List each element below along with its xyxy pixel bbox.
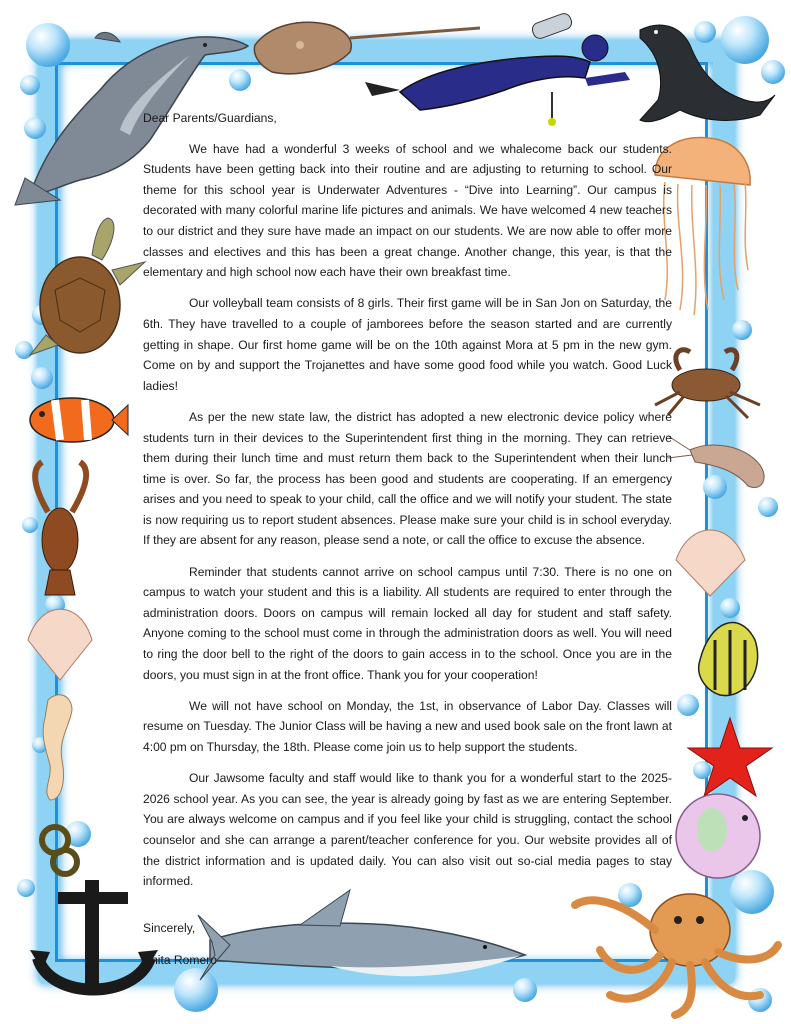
seahorse-icon [43,695,72,800]
paragraph-thank-you: Our Jawsome faculty and staff would like to thank you for a wonderful start to the 2025-2026 school year. As you can see, the year is already going by fast as we are entering September. You are always welcome on campus and if you feel like your child is struggling, contact the school counselor and she can arrange a parent/teacher conference for you. Our website provides all of the district information and is updated daily. You can also visit out so-cial media pages to stay informed. [143,771,672,889]
salutation: Dear Parents/Guardians, [143,111,277,125]
paragraph-welcome: We have had a wonderful 3 weeks of school and we whalecome back our students. Students have been getting back into their routine and are adjusting to returning to school. Our theme for this school year is Underwater Adventures - “Dive into Learning”. Our campus is decorated with many colorful marine life pictures and animals. We have welcomed 4 new teachers to our district and they sure have made an impact on our students. We are now able to offer more classes and electives and this has been a great change. Another change, this year, is that the elementary and high school now each have their own breakfast time. [143,141,672,280]
anchor-icon [30,827,158,990]
starfish-icon [688,718,772,796]
angelfish-icon [699,623,758,696]
paragraph-arrival-reminder: Reminder that students cannot arrive on school campus until 7:30. There is no one on campus to watch your student and this is a liability. All students are required to enter through the administration doors. Doors on campus will remain locked all day for student and staff safety. Anyone coming to the school must come in through the administration doors as well. You will need to ring the door bell to the right of the doors to gain access in to the school. Once you are in the doors, you must sign in at the front office. Thank you for your cooperation! [143,564,672,682]
signature: Anita Romero [143,953,217,968]
paragraph-volleyball: Our volleyball team consists of 8 girls. Their first game will be in San Jon on Saturday, the 6th. They have travelled to a couple of jamborees before the season started and are currently getting in shape. Our first home game will be on the 10th against Mora at 5 pm in the new gym. Come on by and support the Trojanettes and have some good food while you watch. Good Luck ladies! [143,296,672,393]
pufferfish-icon [676,794,760,878]
clownfish-icon [30,398,128,442]
stingray-icon [254,22,480,73]
paragraph-device-policy: As per the new state law, the district has adopted a new electronic device policy where students turn in their devices to the Superintendent first thing in the morning. They can retrieve them during their lunch time and must return them back to the Superintendent when their lunch time is over. So far, the process has been good and students are cooperating. If an emergency arises and you need to speak to your child, call the office and we will notify your student. The state is now requiring us to report student absences. Please make sure your child is in school everyday. If they are absent for any reason, please send a note, or call the office to excuse the absence. [143,409,672,548]
closing: Sincerely, [143,920,196,935]
letter-body [143,108,672,971]
sea-turtle-icon [30,218,145,355]
paragraph-labor-day: We will not have school on Monday, the 1st, in observance of Labor Day. Classes will resume on Tuesday. The Junior Class will be having a new and used book sale on the front lawn at 4:00 pm on Thursday, the 18th. Please come join us to help support the students. [143,698,672,754]
lobster-icon [35,462,86,595]
